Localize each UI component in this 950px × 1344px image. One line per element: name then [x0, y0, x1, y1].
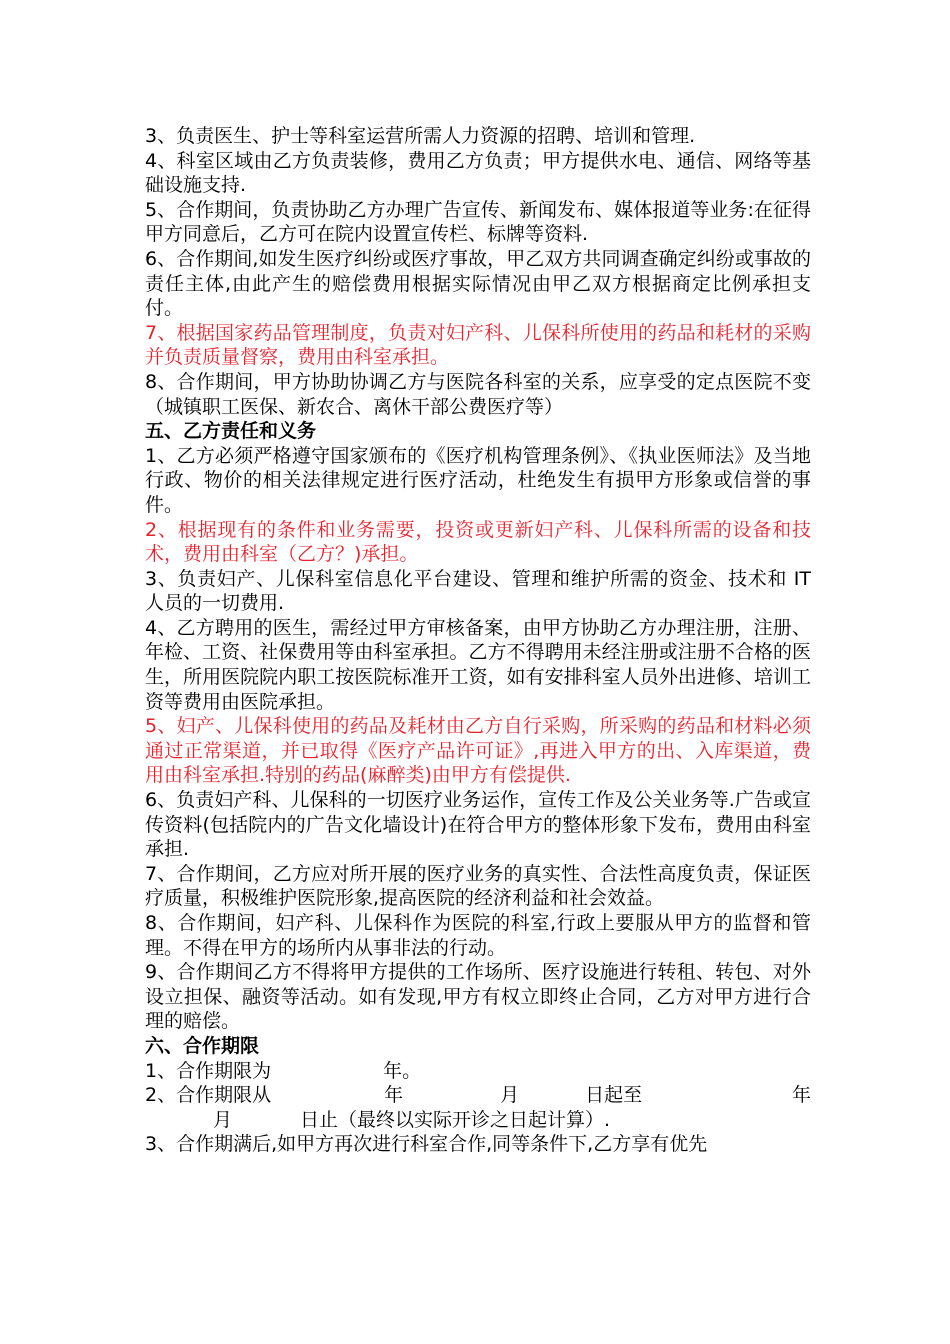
section-6-heading: 六、合作期限: [145, 1034, 260, 1057]
clause-5-7: 7、合作期间，乙方应对所开展的医疗业务的真实性、合法性高度负责，保证医疗质量，积极维护医院形象,提高医院的经济利益和社会效益。: [145, 862, 811, 910]
start-year-label: 年: [384, 1084, 404, 1107]
clause-6-1-suffix: 年。: [383, 1059, 422, 1082]
clause-5-9: 9、合作期间乙方不得将甲方提供的工作场所、医疗设施进行转租、转包、对外设立担保、融资等活动。如有发现,甲方有权立即终止合同，乙方对甲方进行合理的赔偿。: [145, 961, 811, 1033]
end-day-label: 日止（最终以实际开诊之日起计算）.: [300, 1108, 611, 1131]
section-5-heading: 五、乙方责任和义务: [145, 420, 317, 443]
blank-start-month: [403, 1083, 500, 1108]
clause-5-8: 8、合作期间，妇产科、儿保科作为医院的科室,行政上要服从甲方的监督和管理。不得在甲方的场所内从事非法的行动。: [145, 912, 811, 959]
blank-start-year: [271, 1083, 384, 1108]
start-day-label: 日起至: [585, 1084, 643, 1107]
blank-end-year: [642, 1083, 792, 1108]
blank-end-day: [232, 1108, 300, 1133]
clause-4-7-highlighted: 7、根据国家药品管理制度，负责对妇产科、儿保科所使用的药品和耗材的采购并负责质量督察，费用由科室承担。: [145, 321, 811, 369]
blank-years: [271, 1059, 383, 1084]
clause-5-5-highlighted: 5、妇产、儿保科使用的药品及耗材由乙方自行采购，所采购的药品和材料必须通过正常渠道，并已取得《医疗产品许可证》,再进入甲方的出、入库渠道，费用由科室承担.特别的药品(麻醉类)由甲方有偿提供.: [145, 715, 811, 787]
start-month-label: 月: [500, 1084, 520, 1107]
clause-4-4: 4、科室区域由乙方负责装修，费用乙方负责；甲方提供水电、通信、网络等基础设施支持.: [145, 149, 811, 197]
clause-5-1: 1、乙方必须严格遵守国家颁布的《医疗机构管理条例》、《执业医师法》及当地行政、物价的相关法律规定进行医疗活动，杜绝发生有损甲方形象或信誉的事件。: [145, 444, 811, 516]
clause-6-2-line-1: [145, 1083, 811, 1108]
contract-page: [145, 124, 811, 1157]
clause-4-3: 3、负责医生、护士等科室运营所需人力资源的招聘、培训和管理.: [145, 125, 696, 147]
clause-6-1: [145, 1059, 811, 1084]
end-month-label: 月: [213, 1108, 233, 1131]
end-year-label: 年: [791, 1084, 811, 1107]
clause-5-3: 3、负责妇产、儿保科室信息化平台建设、管理和维护所需的资金、技术和 IT 人员的一切费用.: [145, 567, 811, 615]
clause-5-2-highlighted: 2、根据现有的条件和业务需要，投资或更新妇产科、儿保科所需的设备和技术，费用由科室（乙方？)承担。: [145, 518, 811, 566]
clause-4-5: 5、合作期间，负责协助乙方办理广告宣传、新闻发布、媒体报道等业务:在征得甲方同意后，乙方可在院内设置宣传栏、标牌等资料.: [145, 198, 811, 246]
clause-4-8: 8、合作期间，甲方协助协调乙方与医院各科室的关系，应享受的定点医院不变（城镇职工医保、新农合、离休干部公费医疗等）: [145, 370, 811, 418]
clause-6-2-prefix: 2、合作期限从: [145, 1084, 272, 1107]
clause-6-3: 3、合作期满后,如甲方再次进行科室合作,同等条件下,乙方享有优先: [145, 1133, 708, 1156]
clause-5-4: 4、乙方聘用的医生，需经过甲方审核备案，由甲方协助乙方办理注册，注册、年检、工资、社保费用等由科室承担。乙方不得聘用未经注册或注册不合格的医生，所用医院院内职工按医院标准开工资，如有安排科室人员外出进修、培训工资等费用由医院承担。: [145, 616, 811, 713]
clause-4-6: 6、合作期间,如发生医疗纠纷或医疗事故，甲乙双方共同调查确定纠纷或事故的责任主体,由此产生的赔偿费用根据实际情况由甲乙双方根据商定比例承担支付。: [145, 247, 811, 320]
blank-end-month: [145, 1108, 213, 1133]
clause-5-6: 6、负责妇产科、儿保科的一切医疗业务运作，宣传工作及公关业务等.广告或宣传资料(包括院内的广告文化墙设计)在符合甲方的整体形象下发布，费用由科室承担.: [145, 789, 811, 861]
clause-6-1-prefix: 1、合作期限为: [145, 1059, 272, 1082]
blank-start-day: [519, 1083, 585, 1108]
clause-6-2-line-2: [145, 1108, 811, 1133]
